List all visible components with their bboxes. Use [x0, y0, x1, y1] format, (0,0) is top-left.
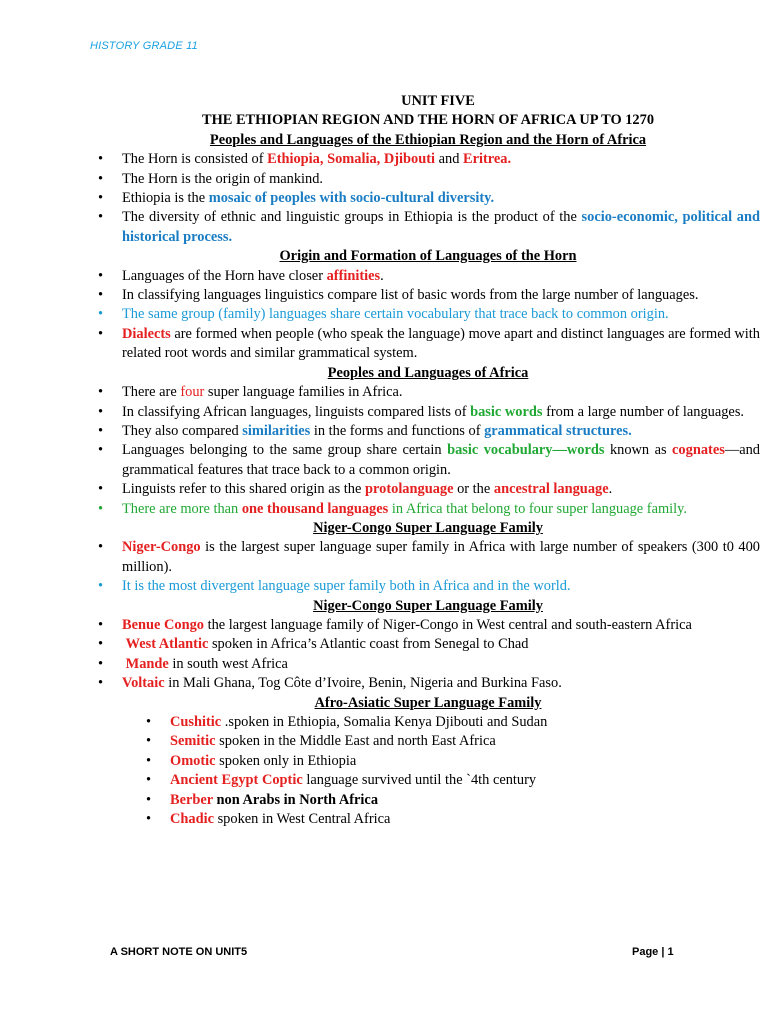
- list-item: [96, 616, 760, 635]
- list-item: [96, 422, 760, 441]
- list-item: [96, 267, 760, 286]
- highlight: Berber: [170, 791, 213, 808]
- text: in Africa that belong to four super language family.: [388, 500, 687, 517]
- list-item: • The same group (family) languages share certain vocabulary that trace back to common origin.: [96, 305, 760, 324]
- list-item: [96, 635, 760, 654]
- highlight: protolanguage: [365, 481, 454, 498]
- highlight: socio-economic, political and historical process.: [122, 209, 760, 245]
- section-heading-origin: Origin and Formation of Languages of the Horn: [279, 248, 577, 265]
- highlight: similarities: [242, 422, 311, 439]
- section-heading-niger-congo: Niger-Congo Super Language Family: [313, 519, 543, 536]
- text: —and grammatical features that trace back to a common origin.: [122, 442, 760, 478]
- running-header: HISTORY GRADE 11: [90, 40, 198, 52]
- text: language survived until the `4th century: [302, 772, 537, 789]
- list-item: • In classifying languages linguistics compare list of basic words from the large number of languages.: [96, 286, 760, 305]
- list-item: [144, 752, 760, 771]
- section-heading-africa: Peoples and Languages of Africa: [327, 364, 529, 381]
- highlight: Ancient Egypt Coptic: [170, 772, 303, 789]
- highlight: mosaic of peoples with socio-cultural diversity.: [208, 190, 495, 207]
- highlight: ancestral language: [493, 481, 609, 498]
- highlight: Omotic: [170, 752, 216, 769]
- unit-heading: UNIT FIVE: [401, 93, 475, 109]
- text: spoken in Africa’s Atlantic coast from Senegal to Chad: [208, 636, 529, 653]
- document-body: [96, 92, 760, 829]
- text: In classifying African languages, linguists compared lists of: [122, 403, 471, 420]
- highlight: one thousand languages: [241, 500, 389, 517]
- list-item: [96, 674, 760, 693]
- list-afro-asiatic: [144, 713, 760, 829]
- highlight: Mande: [125, 655, 169, 672]
- highlight: Eritrea.: [463, 151, 512, 168]
- list-item: [96, 500, 760, 519]
- list-item: [96, 480, 760, 499]
- text: known as: [604, 442, 673, 459]
- page-number: Page | 1: [632, 946, 674, 958]
- text: There are: [122, 384, 181, 401]
- list-item: [96, 538, 760, 577]
- text: and: [435, 151, 464, 168]
- text: They also compared: [122, 422, 243, 439]
- text: in Mali Ghana, Tog Côte d’Ivoire, Benin, Nigeria and Burkina Faso.: [164, 675, 562, 692]
- highlight: Niger-Congo: [122, 539, 201, 556]
- text: Linguists refer to this shared origin as the: [122, 481, 365, 498]
- text: spoken in the Middle East and north East Africa: [215, 733, 496, 750]
- highlight: cognates: [672, 442, 725, 459]
- section-heading-afro-asiatic: Afro-Asiatic Super Language Family: [314, 694, 542, 711]
- highlight: West Atlantic: [125, 636, 209, 653]
- highlight: basic words: [470, 403, 543, 420]
- highlight: Semitic: [170, 733, 216, 750]
- list-item: [144, 791, 760, 810]
- list-item: [144, 810, 760, 829]
- text: Languages belonging to the same group share certain: [122, 442, 448, 459]
- section-heading-peoples-languages: Peoples and Languages of the Ethiopian Region and the Horn of Africa: [209, 131, 647, 148]
- text: in the forms and functions of: [310, 422, 485, 439]
- text: Languages of the Horn have closer: [122, 267, 327, 284]
- list-item: [96, 325, 760, 364]
- list-item: [96, 403, 760, 422]
- text: are formed when people (who speak the language) move apart and distinct languages are formed with related root words and similar grammatical system.: [122, 325, 760, 362]
- text: .spoken in Ethiopia, Somalia Kenya Djibouti and Sudan: [221, 714, 548, 730]
- list-item: [144, 713, 760, 732]
- text: super language families in Africa.: [204, 384, 403, 401]
- text: spoken only in Ethiopia: [215, 752, 357, 769]
- text: in south west Africa: [168, 655, 288, 672]
- list-item: [144, 771, 760, 790]
- text: .: [608, 481, 613, 498]
- highlight: basic vocabulary—words: [447, 442, 605, 459]
- list-item: [144, 732, 760, 751]
- list-niger-congo-families: [96, 616, 760, 694]
- list-africa: [96, 383, 760, 519]
- list-item: [96, 441, 760, 480]
- highlight: Dialects: [122, 325, 171, 342]
- highlight: grammatical structures.: [484, 422, 632, 439]
- list-item: [96, 189, 760, 208]
- text: the largest language family of Niger-Congo in West central and south-eastern Africa: [203, 616, 692, 633]
- list-item: [96, 208, 760, 247]
- text: spoken in West Central Africa: [213, 811, 391, 828]
- text: The diversity of ethnic and linguistic groups in Ethiopia is the product of the: [122, 209, 582, 226]
- highlight: four: [180, 384, 205, 401]
- footer-note: A SHORT NOTE ON UNIT5: [110, 946, 248, 958]
- highlight: Voltaic: [122, 675, 165, 692]
- list-item: [96, 383, 760, 402]
- list-item: [96, 150, 760, 169]
- list-item: • The Horn is the origin of mankind.: [96, 170, 760, 189]
- text: .: [380, 267, 384, 284]
- list-peoples-languages: [96, 150, 760, 247]
- list-item: [96, 655, 760, 674]
- highlight: Chadic: [170, 811, 214, 828]
- text: Ethiopia is the: [122, 190, 209, 207]
- text: or the: [453, 481, 494, 498]
- highlight: affinities: [326, 267, 381, 284]
- text: is the largest super language super family in Africa with large number of speakers (300 t0 400 million).: [122, 539, 760, 575]
- text: The Horn is consisted of: [122, 151, 268, 168]
- highlight: Ethiopia, Somalia, Djibouti: [267, 151, 436, 168]
- list-origin: [96, 267, 760, 364]
- section-heading-niger-congo-2: Niger-Congo Super Language Family: [313, 597, 543, 614]
- text: non Arabs in North Africa: [212, 791, 379, 808]
- text: There are more than: [122, 500, 242, 517]
- text: from a large number of languages.: [542, 403, 745, 420]
- highlight: Cushitic: [170, 714, 222, 730]
- list-niger-congo: [96, 538, 760, 596]
- document-title: THE ETHIOPIAN REGION AND THE HORN OF AFRICA UP TO 1270: [201, 112, 655, 129]
- list-item: • It is the most divergent language super family both in Africa and in the world.: [96, 577, 760, 596]
- highlight: Benue Congo: [122, 616, 204, 633]
